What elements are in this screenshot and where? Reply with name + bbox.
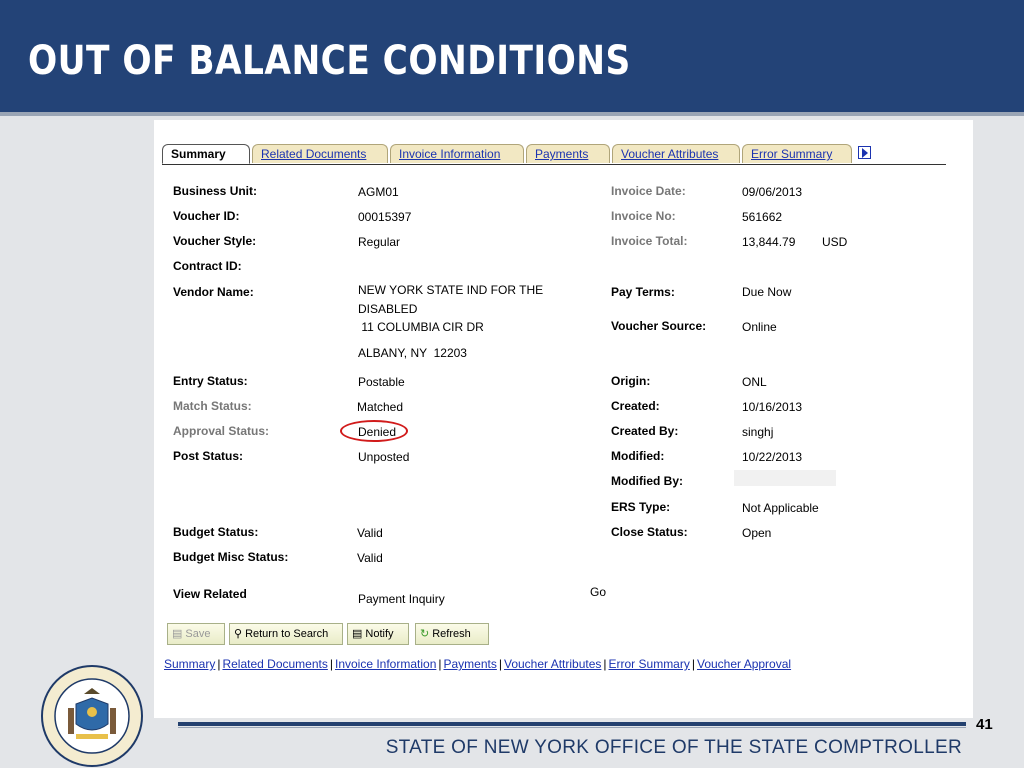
post-status-label: Post Status: (173, 449, 244, 463)
link-voucher-approval[interactable]: Voucher Approval (696, 657, 792, 671)
ers-type-value: Not Applicable (742, 501, 819, 515)
slide-header (0, 0, 1024, 116)
page-number: 41 (976, 716, 993, 733)
invoice-date-value: 09/06/2013 (742, 185, 803, 199)
entry-status-label: Entry Status: (173, 374, 248, 388)
tab-payments[interactable]: Payments (526, 144, 610, 163)
invoice-date-label: Invoice Date: (611, 184, 686, 198)
voucher-source-value: Online (742, 320, 777, 334)
invoice-no-value: 561662 (742, 210, 783, 224)
tab-summary[interactable]: Summary (162, 144, 250, 164)
link-summary[interactable]: Summary (164, 657, 216, 671)
voucher-id-value: 00015397 (358, 210, 412, 224)
save-button-label: Save (185, 628, 211, 640)
page-links: Summary | Related Documents | Invoice Information | Payments | Voucher Attributes | Error Summary | Voucher Approval (164, 657, 792, 671)
invoice-currency: USD (822, 235, 848, 249)
budget-misc-status-label: Budget Misc Status: (173, 550, 289, 564)
refresh-button[interactable] (415, 623, 489, 645)
created-by-value: singhj (742, 425, 774, 439)
match-status-value: Matched (357, 400, 404, 414)
return-to-search-label: Return to Search (245, 628, 329, 640)
notify-button[interactable] (347, 623, 409, 645)
modified-value: 10/22/2013 (742, 450, 803, 464)
voucher-style-label: Voucher Style: (173, 234, 257, 248)
tab-related-documents[interactable]: Related Documents (252, 144, 388, 163)
modified-label: Modified: (611, 449, 665, 463)
return-to-search-button[interactable] (229, 623, 343, 645)
tab-bar (162, 144, 946, 165)
contract-id-label: Contract ID: (173, 259, 242, 273)
view-related-label: View Related (173, 587, 247, 601)
budget-status-label: Budget Status: (173, 525, 259, 539)
link-related-documents[interactable]: Related Documents (222, 657, 328, 671)
notify-icon: ▤ (352, 628, 363, 641)
ers-type-label: ERS Type: (611, 500, 671, 514)
vendor-address-line2: ALBANY, NY 12203 (358, 346, 467, 360)
budget-status-value: Valid (357, 526, 383, 540)
voucher-source-label: Voucher Source: (611, 319, 707, 333)
vendor-address-line1: 11 COLUMBIA CIR DR (358, 320, 484, 334)
entry-status-value: Postable (358, 375, 405, 389)
tab-error-summary[interactable]: Error Summary (742, 144, 852, 163)
redacted-modified-by (734, 470, 836, 486)
modified-by-label: Modified By: (611, 474, 683, 488)
vendor-name-line2: DISABLED (358, 302, 418, 316)
close-status-value: Open (742, 526, 772, 540)
save-icon: ▤ (172, 628, 183, 641)
footer-organization: STATE OF NEW YORK OFFICE OF THE STATE COMPTROLLER (385, 737, 962, 758)
created-label: Created: (611, 399, 660, 413)
business-unit-value: AGM01 (358, 185, 399, 199)
save-button[interactable] (167, 623, 225, 645)
go-link[interactable]: Go (590, 585, 607, 599)
match-status-label: Match Status: (173, 399, 252, 413)
created-by-label: Created By: (611, 424, 679, 438)
view-related-select[interactable]: Payment Inquiry (358, 592, 445, 606)
budget-misc-status-value: Valid (357, 551, 383, 565)
slide-title: OUT OF BALANCE CONDITIONS (28, 38, 631, 84)
vendor-name-line1: NEW YORK STATE IND FOR THE (358, 283, 544, 297)
refresh-icon: ↻ (420, 628, 430, 641)
post-status-value: Unposted (358, 450, 410, 464)
refresh-button-label: Refresh (432, 628, 471, 640)
denied-highlight-circle (340, 420, 408, 442)
origin-value: ONL (742, 375, 767, 389)
pay-terms-label: Pay Terms: (611, 285, 675, 299)
pay-terms-value: Due Now (742, 285, 792, 299)
origin-label: Origin: (611, 374, 651, 388)
footer-rule (178, 722, 966, 726)
invoice-total-value: 13,844.79 (742, 235, 796, 249)
next-tab-icon[interactable] (858, 146, 871, 159)
approval-status-label: Approval Status: (173, 424, 270, 438)
vendor-name-label: Vendor Name: (173, 285, 254, 299)
voucher-id-label: Voucher ID: (173, 209, 240, 223)
voucher-summary-panel (154, 120, 973, 718)
comptroller-seal-logo (40, 664, 144, 768)
invoice-no-label: Invoice No: (611, 209, 676, 223)
created-value: 10/16/2013 (742, 400, 803, 414)
invoice-total-label: Invoice Total: (611, 234, 688, 248)
tab-invoice-information[interactable]: Invoice Information (390, 144, 524, 163)
business-unit-label: Business Unit: (173, 184, 258, 198)
link-invoice-information[interactable]: Invoice Information (334, 657, 437, 671)
notify-button-label: Notify (365, 628, 394, 640)
close-status-label: Close Status: (611, 525, 688, 539)
link-payments[interactable]: Payments (443, 657, 497, 671)
voucher-style-value: Regular (358, 235, 401, 249)
tab-voucher-attributes[interactable]: Voucher Attributes (612, 144, 740, 163)
link-error-summary[interactable]: Error Summary (608, 657, 690, 671)
link-voucher-attributes[interactable]: Voucher Attributes (503, 657, 602, 671)
search-icon: ⚲ (234, 628, 243, 641)
approval-status-value: Denied (358, 425, 397, 439)
